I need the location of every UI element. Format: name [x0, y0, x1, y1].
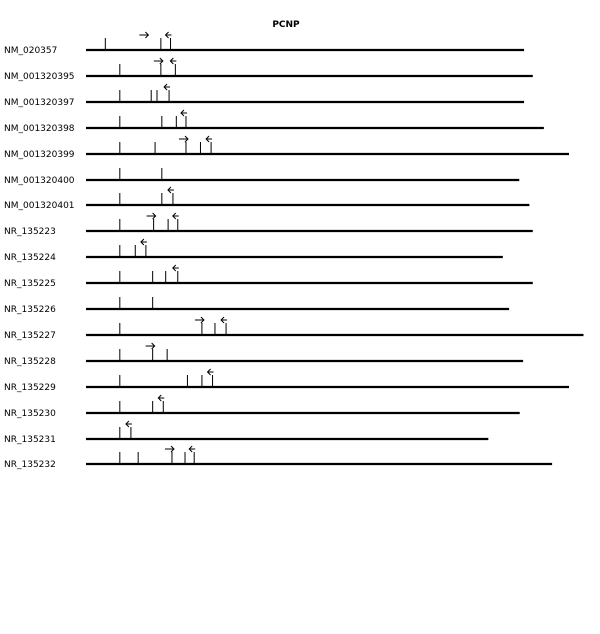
arrow-right-icon — [179, 136, 188, 142]
arrow-left-icon — [166, 32, 172, 38]
transcript-label: NM_001320398 — [4, 124, 75, 134]
transcript-label: NM_020357 — [4, 46, 58, 56]
transcript-row — [4, 136, 569, 160]
transcript-label: NM_001320399 — [4, 150, 75, 160]
arrow-right-icon — [146, 343, 155, 349]
arrow-right-icon — [195, 317, 204, 323]
transcript-label: NR_135231 — [4, 435, 56, 445]
transcript-label: NM_001320397 — [4, 98, 75, 108]
transcript-label: NR_135223 — [4, 227, 56, 237]
transcript-row — [4, 369, 569, 393]
arrow-left-icon — [181, 110, 187, 116]
arrow-left-icon — [189, 446, 195, 452]
transcript-label: NR_135225 — [4, 279, 56, 289]
transcript-row — [4, 187, 529, 211]
transcript-row — [4, 395, 520, 419]
arrow-left-icon — [164, 84, 170, 90]
transcript-label: NR_135230 — [4, 409, 56, 419]
transcript-label: NM_001320401 — [4, 201, 75, 211]
transcript-label: NM_001320395 — [4, 72, 75, 82]
arrow-left-icon — [170, 58, 176, 64]
transcript-row — [4, 32, 524, 56]
arrow-right-icon — [139, 32, 148, 38]
arrow-left-icon — [206, 136, 212, 142]
arrow-left-icon — [173, 265, 179, 271]
transcript-row — [4, 446, 552, 470]
transcript-row — [4, 343, 523, 367]
arrow-left-icon — [126, 421, 132, 427]
transcript-row — [4, 110, 544, 134]
arrow-left-icon — [173, 213, 179, 219]
transcript-row — [4, 421, 488, 445]
transcript-label: NR_135227 — [4, 331, 56, 341]
transcript-rows — [4, 32, 583, 470]
transcript-row — [4, 265, 533, 289]
transcript-label: NR_135229 — [4, 383, 56, 393]
arrow-left-icon — [221, 317, 227, 323]
diagram-title: PCNP — [272, 20, 300, 30]
transcript-row — [4, 297, 509, 315]
transcript-row — [4, 84, 524, 108]
arrow-right-icon — [147, 213, 156, 219]
arrow-left-icon — [168, 187, 174, 193]
transcript-row — [4, 213, 533, 237]
transcript-label: NR_135226 — [4, 305, 56, 315]
transcript-label: NM_001320400 — [4, 176, 75, 186]
transcript-label: NR_135228 — [4, 357, 56, 367]
transcript-row — [4, 168, 519, 186]
arrow-left-icon — [208, 369, 214, 375]
transcript-row — [4, 317, 583, 341]
arrow-right-icon — [165, 446, 174, 452]
transcript-label: NR_135224 — [4, 253, 56, 263]
arrow-right-icon — [154, 58, 163, 64]
transcript-row — [4, 58, 533, 82]
arrow-left-icon — [158, 395, 164, 401]
transcript-row — [4, 239, 503, 263]
transcript-label: NR_135232 — [4, 460, 56, 470]
arrow-left-icon — [141, 239, 147, 245]
